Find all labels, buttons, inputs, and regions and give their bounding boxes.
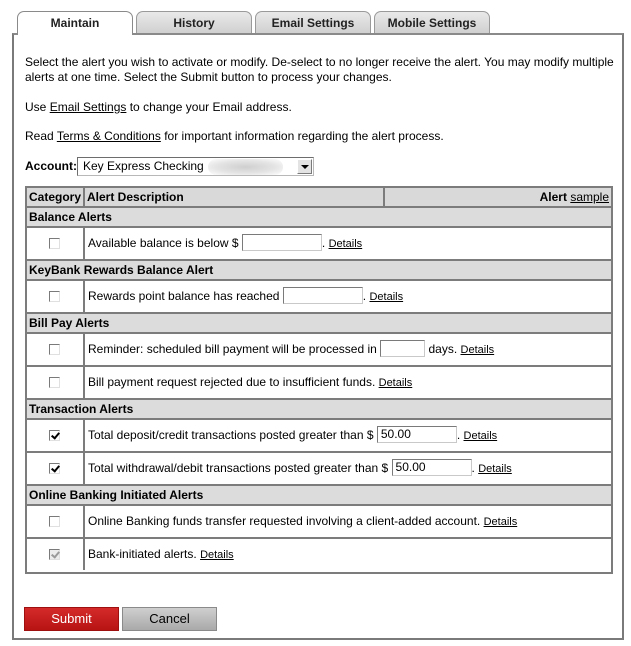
alert-text: Rewards point balance has reached	[88, 289, 283, 303]
alert-threshold-input[interactable]	[242, 234, 322, 251]
alert-text: Total deposit/credit transactions posted greater than $	[88, 428, 377, 442]
checkbox-cell	[27, 228, 85, 259]
submit-button[interactable]: Submit	[24, 607, 119, 631]
alert-threshold-input[interactable]: 50.00	[377, 426, 457, 443]
redacted-account-number	[208, 159, 283, 175]
tab-maintain[interactable]: Maintain	[17, 11, 133, 35]
alert-description	[88, 281, 403, 312]
alert-checkbox[interactable]	[49, 377, 60, 388]
checkbox-cell	[27, 367, 85, 398]
alert-row	[27, 420, 611, 453]
category-row: Online Banking Initiated Alerts	[27, 486, 611, 506]
details-link[interactable]: Details	[369, 291, 404, 303]
header-alert-description: Alert Description	[85, 188, 385, 206]
instructions: Select the alert you wish to activate or modify. De-select to no longer receive the alert. You may modify multiple alerts at one time. Select the Submit button to process your changes.	[25, 55, 614, 84]
alerts-table	[25, 186, 613, 574]
details-link[interactable]: Details	[478, 463, 512, 475]
category-row: Transaction Alerts	[27, 400, 611, 420]
email-settings-note	[25, 100, 615, 115]
details-link[interactable]: Details	[328, 238, 363, 250]
account-select[interactable]	[77, 157, 314, 176]
alert-row	[27, 228, 611, 261]
alert-checkbox[interactable]	[49, 463, 60, 474]
intro-text	[25, 55, 615, 144]
checkbox-cell	[27, 420, 85, 451]
alert-description	[88, 420, 497, 451]
alert-row	[27, 506, 611, 539]
account-label: Account:	[25, 159, 77, 173]
alert-threshold-input[interactable]	[283, 287, 363, 304]
terms-conditions-link[interactable]: Terms & Conditions	[56, 129, 161, 143]
alert-threshold-input[interactable]: 50.00	[392, 459, 472, 476]
checkbox-cell	[27, 334, 85, 365]
alert-text: Bank-initiated alerts.	[88, 547, 201, 561]
alert-text: Bill payment request rejected due to insufficient funds.	[88, 375, 379, 389]
account-selected-value: Key Express Checking	[83, 159, 204, 173]
cancel-button[interactable]: Cancel	[122, 607, 217, 631]
alert-description	[88, 367, 412, 398]
alert-checkbox	[49, 549, 60, 560]
checkbox-cell	[27, 281, 85, 312]
email-prefix: Use	[25, 100, 50, 114]
details-link[interactable]: Details	[460, 344, 495, 356]
alert-row	[27, 539, 611, 572]
alert-text-suffix: days.	[425, 342, 461, 356]
category-row: Balance Alerts	[27, 208, 611, 228]
alert-text-suffix: .	[456, 428, 464, 442]
category-row: KeyBank Rewards Balance Alert	[27, 261, 611, 281]
alert-text-suffix: .	[471, 461, 479, 475]
alert-text: Reminder: scheduled bill payment will be processed in	[88, 342, 381, 356]
alert-description	[88, 334, 494, 365]
email-settings-link[interactable]: Email Settings	[49, 100, 127, 114]
alert-row	[27, 334, 611, 367]
tab-mobile-settings[interactable]: Mobile Settings	[374, 11, 490, 34]
terms-suffix: for important information regarding the alert process.	[160, 129, 444, 143]
terms-prefix: Read	[25, 129, 57, 143]
sample-prefix: Alert	[539, 190, 571, 204]
alert-checkbox[interactable]	[49, 344, 60, 355]
alert-description	[88, 453, 512, 484]
table-header	[27, 188, 611, 208]
alert-checkbox[interactable]	[49, 291, 60, 302]
details-link[interactable]: Details	[378, 377, 413, 389]
details-link[interactable]: Details	[483, 516, 518, 528]
alert-text: Online Banking funds transfer requested involving a client-added account.	[88, 514, 484, 528]
alert-row	[27, 281, 611, 314]
alert-threshold-input[interactable]	[380, 340, 425, 357]
alert-sample-link[interactable]: sample	[570, 190, 609, 204]
header-category: Category	[27, 188, 85, 206]
checkbox-cell	[27, 453, 85, 484]
checkbox-cell	[27, 539, 85, 570]
alert-checkbox[interactable]	[49, 516, 60, 527]
alert-description	[88, 506, 517, 537]
maintain-panel	[12, 33, 624, 640]
alert-text: Total withdrawal/debit transactions posted greater than $	[88, 461, 392, 475]
alert-description	[88, 539, 234, 570]
alert-text: Available balance is below $	[88, 236, 242, 250]
alert-checkbox[interactable]	[49, 238, 60, 249]
details-link[interactable]: Details	[463, 430, 498, 442]
alert-checkbox[interactable]	[49, 430, 60, 441]
alert-row	[27, 367, 611, 400]
details-link[interactable]: Details	[200, 549, 234, 561]
terms-note	[25, 129, 615, 144]
alert-text-suffix: .	[321, 236, 329, 250]
checkbox-cell	[27, 506, 85, 537]
alert-description	[88, 228, 362, 259]
email-suffix: to change your Email address.	[126, 100, 292, 114]
chevron-down-icon[interactable]	[297, 159, 312, 174]
alert-text-suffix: .	[362, 289, 370, 303]
category-row: Bill Pay Alerts	[27, 314, 611, 334]
alert-row	[27, 453, 611, 486]
tab-email-settings[interactable]: Email Settings	[255, 11, 371, 34]
header-alert-sample	[385, 188, 611, 206]
tab-history[interactable]: History	[136, 11, 252, 34]
